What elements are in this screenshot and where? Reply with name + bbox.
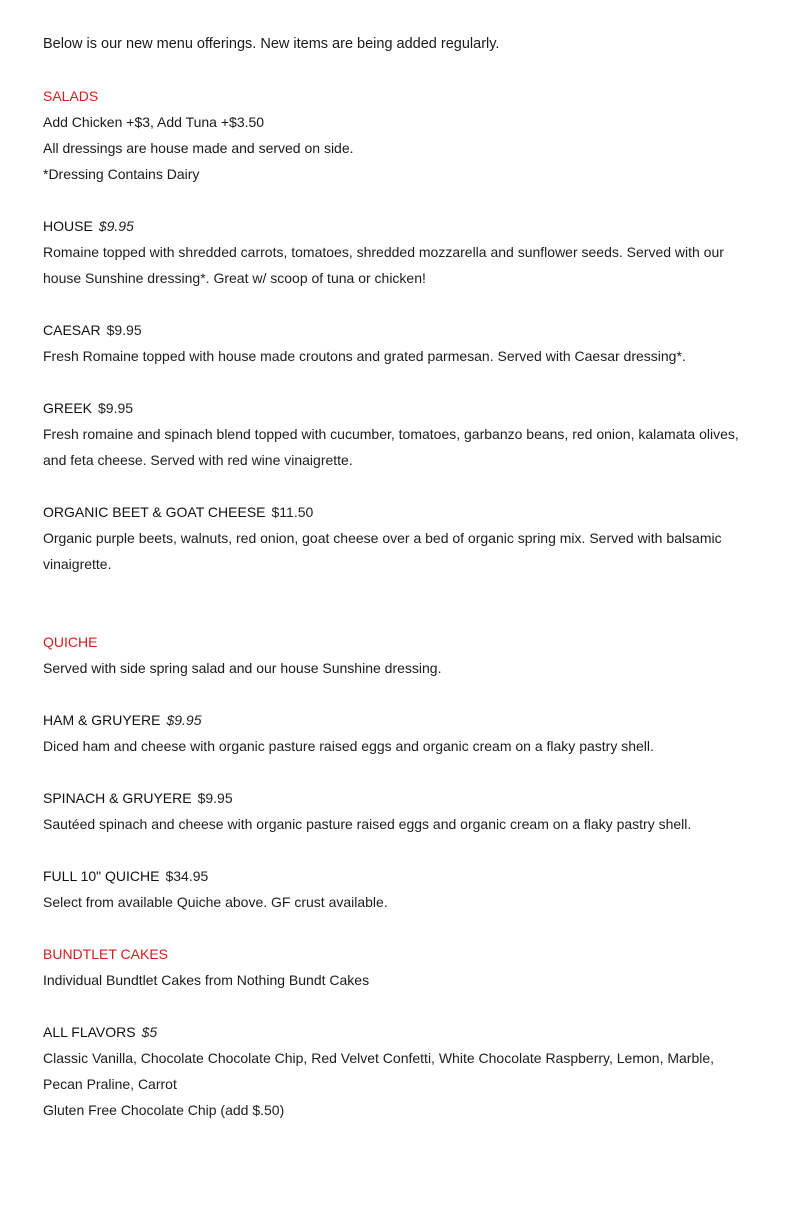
item-description: Romaine topped with shredded carrots, tomatoes, shredded mozzarella and sunflower seeds. Served with our house Sunshine dressing*. Great w/ scoop of tuna or chicken!: [43, 244, 724, 286]
section-bundtlet-cakes: [43, 941, 743, 1123]
item-price: $34.95: [165, 868, 209, 884]
item-name: ORGANIC BEET & GOAT CHEESE: [43, 504, 266, 520]
menu-item-full-quiche: [43, 863, 743, 915]
item-price: $5: [141, 1024, 158, 1040]
menu-item-house: [43, 213, 743, 291]
section-title-salads: SALADS: [43, 88, 99, 104]
menu-item-all-flavors: [43, 1019, 743, 1123]
item-name: SPINACH & GRUYERE: [43, 790, 192, 806]
item-description: Classic Vanilla, Chocolate Chocolate Chip, Red Velvet Confetti, White Chocolate Raspberry, Lemon, Marble, Pecan Praline, Carrot: [43, 1050, 715, 1092]
item-extra-note: Gluten Free Chocolate Chip (add $.50): [43, 1102, 285, 1118]
menu-content: [43, 31, 743, 1123]
item-description: Organic purple beets, walnuts, red onion, goat cheese over a bed of organic spring mix. Served with balsamic vinaigrette.: [43, 530, 722, 572]
item-price: $11.50: [271, 504, 314, 520]
menu-intro: Below is our new menu offerings. New items are being added regularly.: [43, 36, 500, 52]
menu-item-greek: [43, 395, 743, 473]
item-name: ALL FLAVORS: [43, 1024, 136, 1040]
item-price: $9.95: [98, 218, 134, 234]
item-description: Diced ham and cheese with organic pasture raised eggs and organic cream on a flaky pastry shell.: [43, 738, 654, 754]
section-note: *Dressing Contains Dairy: [43, 166, 200, 182]
section-title-bundtlet-cakes: BUNDTLET CAKES: [43, 946, 168, 962]
menu-item-caesar: [43, 317, 743, 369]
menu-item-ham-gruyere: [43, 707, 743, 759]
section-salads: [43, 83, 743, 577]
section-quiche: [43, 629, 743, 915]
item-price: $9.95: [166, 712, 202, 728]
item-description: Fresh romaine and spinach blend topped with cucumber, tomatoes, garbanzo beans, red onion, kalamata olives, and feta cheese. Served with red wine vinaigrette.: [43, 426, 739, 468]
item-price: $9.95: [98, 400, 134, 416]
section-note: Individual Bundtlet Cakes from Nothing Bundt Cakes: [43, 972, 370, 988]
section-title-quiche: QUICHE: [43, 634, 98, 650]
item-name: HOUSE: [43, 218, 93, 234]
section-note: All dressings are house made and served on side.: [43, 140, 354, 156]
item-name: HAM & GRUYERE: [43, 712, 161, 728]
item-price: $9.95: [106, 322, 142, 338]
item-description: Sautéed spinach and cheese with organic pasture raised eggs and organic cream on a flaky pastry shell.: [43, 816, 692, 832]
item-description: Select from available Quiche above. GF crust available.: [43, 894, 388, 910]
item-description: Fresh Romaine topped with house made croutons and grated parmesan. Served with Caesar dressing*.: [43, 348, 686, 364]
section-note: Add Chicken +$3, Add Tuna +$3.50: [43, 114, 265, 130]
menu-item-beet-goat-cheese: [43, 499, 743, 577]
item-name: CAESAR: [43, 322, 101, 338]
item-name: GREEK: [43, 400, 93, 416]
section-note: Served with side spring salad and our house Sunshine dressing.: [43, 660, 442, 676]
item-price: $9.95: [197, 790, 233, 806]
menu-item-spinach-gruyere: [43, 785, 743, 837]
item-name: FULL 10" QUICHE: [43, 868, 160, 884]
